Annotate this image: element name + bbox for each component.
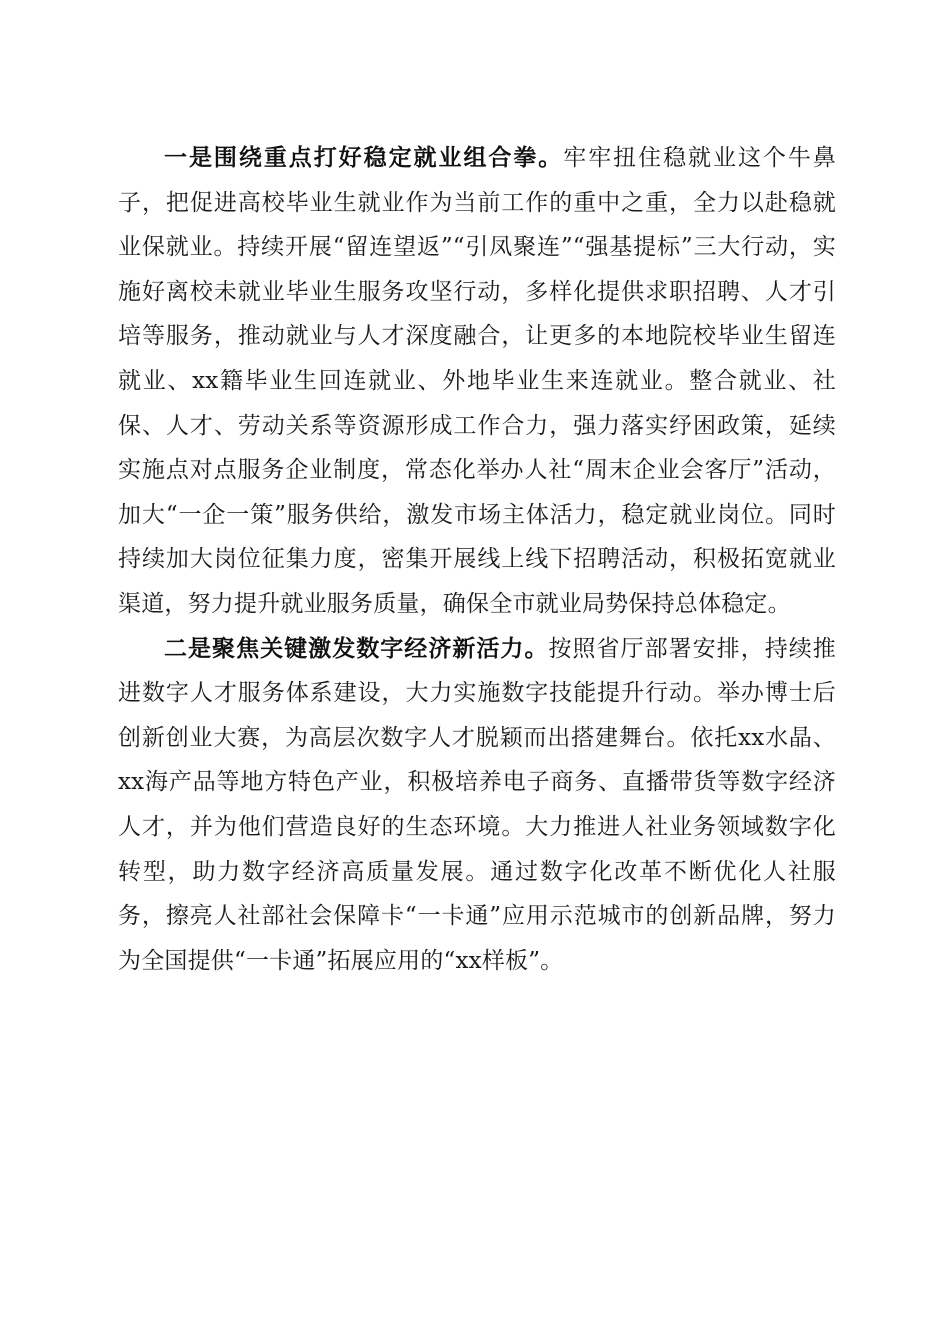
paragraph-2-lead: 二是聚焦关键激发数字经济新活力。 xyxy=(164,635,549,662)
document-body xyxy=(118,136,836,983)
paragraph-1-lead: 一是围绕重点打好稳定就业组合拳。 xyxy=(164,145,564,171)
paragraph-2 xyxy=(118,627,836,984)
paragraph-1 xyxy=(118,136,836,627)
paragraph-2-body: 按照省厅部署安排，持续推进数字人才服务体系建设，大力实施数字技能提升行动。举办博士后创新创业大赛，为高层次数字人才脱颖而出搭建舞台。依托xx水晶、xx海产品等地方特色产业，积极培养电子商务、直播带货等数字经济人才，并为他们营造良好的生态环境。大力推进人社业务领域数字化转型，助力数字经济高质量发展。通过数字化改革不断优化人社服务，擦亮人社部社会保障卡“一卡通”应用示范城市的创新品牌，努力为全国提供“一卡通”拓展应用的“xx样板”。 xyxy=(118,635,836,974)
paragraph-1-body: 牢牢扭住稳就业这个牛鼻子，把促进高校毕业生就业作为当前工作的重中之重，全力以赴稳就业保就业。持续开展“留连望返”“引凤聚连”“强基提标”三大行动，实施好离校未就业毕业生服务攻坚行动，多样化提供求职招聘、人才引培等服务，推动就业与人才深度融合，让更多的本地院校毕业生留连就业、xx籍毕业生回连就业、外地毕业生来连就业。整合就业、社保、人才、劳动关系等资源形成工作合力，强力落实纾困政策，延续实施点对点服务企业制度，常态化举办人社“周末企业会客厅”活动，加大“一企一策”服务供给，激发市场主体活力，稳定就业岗位。同时持续加大岗位征集力度，密集开展线上线下招聘活动，积极拓宽就业渠道，努力提升就业服务质量，确保全市就业局势保持总体稳定。 xyxy=(118,145,837,617)
